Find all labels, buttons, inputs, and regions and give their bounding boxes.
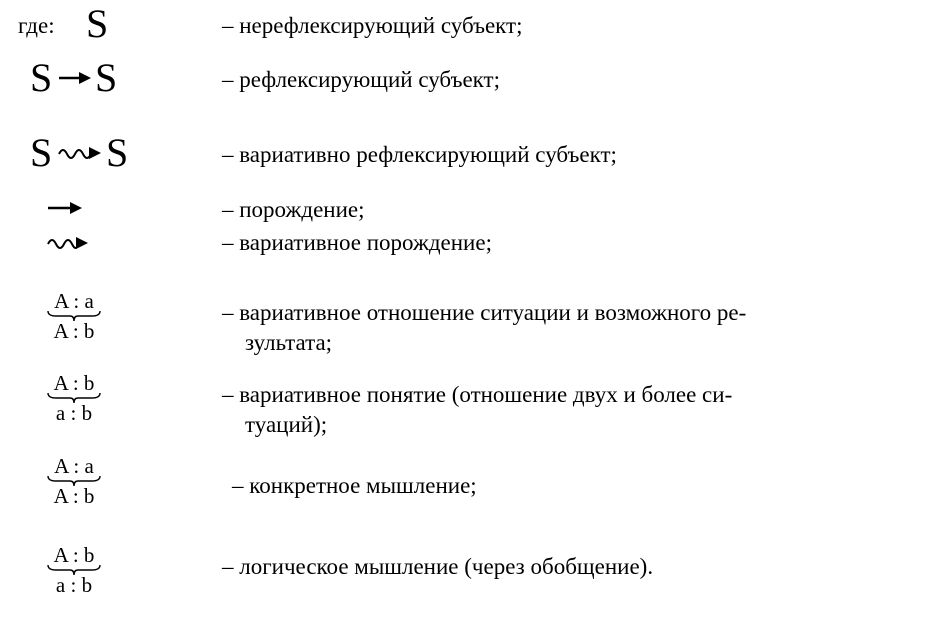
- arrow-icon: [57, 68, 93, 88]
- symbol-s: S: [30, 130, 53, 175]
- definition-text: – логическое мышление (через обобщение).: [222, 554, 654, 579]
- symbol-s: S: [86, 1, 109, 46]
- definition-text: – вариативное отношение ситуации и возможного ре-: [222, 300, 747, 325]
- definition-text: – конкретное мышление;: [232, 473, 477, 498]
- symbol-s: S: [30, 55, 53, 100]
- ratio-bottom: a : b: [55, 573, 93, 597]
- definition-text: зультата;: [245, 330, 333, 355]
- definition-text: – порождение;: [222, 197, 365, 222]
- ratio-top: A : a: [54, 289, 94, 313]
- arrow-icon: [46, 198, 84, 218]
- ratio-symbol: [44, 372, 104, 438]
- definition-text: – нерефлексирующий субъект;: [222, 13, 523, 38]
- ratio-symbol: [44, 290, 104, 356]
- definition-text: – вариативное понятие (отношение двух и более си-: [222, 382, 733, 407]
- ratio-top: A : b: [53, 371, 95, 395]
- symbol-s: S: [106, 130, 129, 175]
- ratio-top: A : b: [53, 543, 95, 567]
- definition-text: – вариативное порождение;: [222, 230, 492, 255]
- wavy-arrow-icon: [57, 142, 103, 162]
- definition-text: – рефлексирующий субъект;: [222, 67, 500, 92]
- ratio-bottom: a : b: [55, 401, 93, 425]
- wavy-arrow-icon: [46, 232, 90, 252]
- definition-text: – вариативно рефлексирующий субъект;: [222, 142, 617, 167]
- ratio-symbol: [44, 455, 104, 521]
- ratio-symbol: [44, 544, 104, 610]
- definition-text: туаций);: [245, 412, 328, 437]
- ratio-bottom: A : b: [53, 484, 95, 508]
- legend-prefix: где:: [18, 13, 55, 38]
- symbol-s: S: [95, 55, 118, 100]
- ratio-top: A : a: [54, 454, 94, 478]
- ratio-bottom: A : b: [53, 319, 95, 343]
